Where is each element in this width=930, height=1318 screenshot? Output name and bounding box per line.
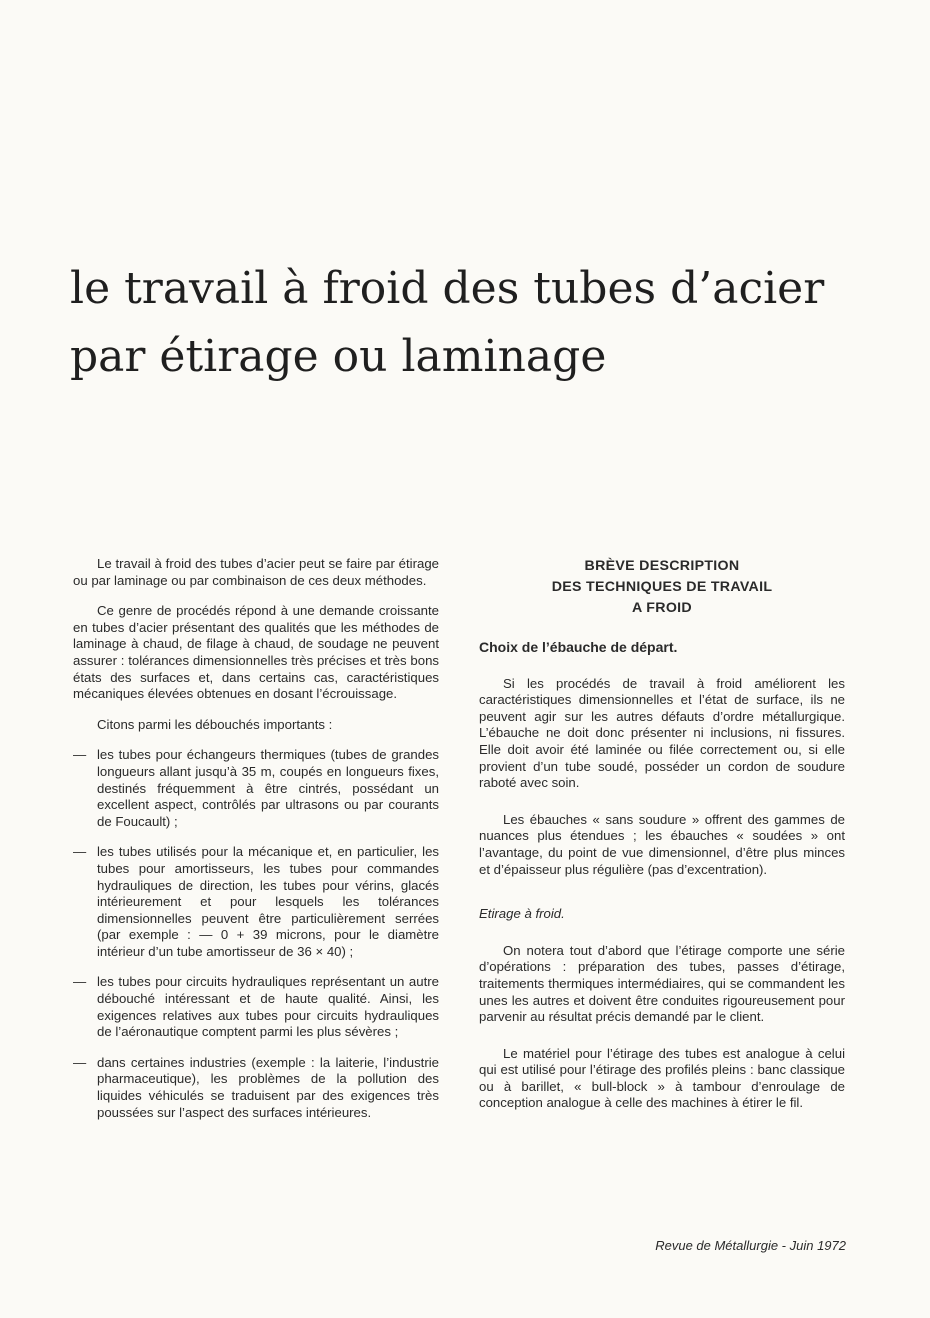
article-title <box>70 255 870 391</box>
drawing-operations-paragraph: On notera tout d’abord que l’étirage comporte une série d’opérations : préparation des tubes, passes d’étirage, traitements thermiques intermédiaires, qui se commandent les unes les autres et doivent être conduites rigoureusement pour parvenir au résultat précis demandé par le client. <box>479 942 845 1025</box>
section-heading-line-3: A FROID <box>632 600 692 616</box>
dash-bullet: — <box>73 844 87 860</box>
title-line-2: par étirage ou laminage <box>70 331 607 382</box>
dash-bullet: — <box>73 747 87 763</box>
section-heading-line-2: DES TECHNIQUES DE TRAVAIL <box>551 579 773 595</box>
list-item-text: dans certaines industries (exemple : la laiterie, l’industrie pharmaceutique), les problèmes de la pollution des liquides véhiculés se traduisent par des exigences très poussées sur l’aspect des surfaces intérieures. <box>97 1054 439 1120</box>
subsection-heading: Choix de l’ébauche de départ. <box>479 639 678 655</box>
list-item <box>73 844 439 960</box>
blank-choice-paragraph: Si les procédés de travail à froid améliorent les caractéristiques dimensionnelles et l’état de surface, ils ne peuvent agir sur les autres défauts d’ordre métallurgique. L’ébauche ne doit donc présenter ni inclusions, ni fissures. Elle doit avoir été laminée ou filée correctement ou, si elle provient d’un tube soudé, posséder un cordon de soudure raboté avec soin. <box>479 675 845 791</box>
title-line-1: le travail à froid des tubes d’acier <box>70 263 825 314</box>
process-paragraph: Ce genre de procédés répond à une demande croissante en tubes d’acier présentant des qualités que les méthodes de laminage à chaud, de filage à chaud, de soudage ne peuvent assurer : tolérances dimensionnelles très précises et très bons états des surfaces et, dans certains cas, caractéristiques mécaniques élevées obtenues en dosant l’écrouissage. <box>73 603 439 702</box>
list-item <box>73 747 439 830</box>
intro-paragraph: Le travail à froid des tubes d’acier peut se faire par étirage ou par laminage ou par combinaison de ces deux méthodes. <box>73 556 439 588</box>
list-item-text: les tubes pour échangeurs thermiques (tubes de grandes longueurs allant jusqu’à 35 m, coupés en longueurs fixes, destinés fréquemment à être cintrés, possédant un excellent aspect, contrôlés par ultrasons ou par courants de Foucault) ; <box>97 747 439 829</box>
section-heading-line-1: BRÈVE DESCRIPTION <box>584 558 740 574</box>
subsection-heading-italic: Etirage à froid. <box>479 906 565 922</box>
list-item <box>73 1055 439 1121</box>
right-column <box>479 556 845 1132</box>
outlets-intro: Citons parmi les débouchés importants : <box>97 716 333 732</box>
outlets-list <box>73 747 439 1121</box>
section-heading <box>479 556 845 619</box>
page-footer: Revue de Métallurgie - Juin 1972 <box>655 1238 846 1253</box>
list-item <box>73 974 439 1040</box>
dash-bullet: — <box>73 974 87 990</box>
dash-bullet: — <box>73 1054 87 1070</box>
list-item-text: les tubes pour circuits hydrauliques représentant un autre débouché intéressant et de haute qualité. Ainsi, les exigences relatives aux tubes pour circuits hydrauliques de l’aéronautique comptent parmi les plus sévères ; <box>97 974 439 1040</box>
drawing-equipment-paragraph: Le matériel pour l’étirage des tubes est analogue à celui qui est utilisé pour l’étirage des profilés pleins : banc classique ou à barillet, « bull-block » à tambour d’enroulage de conception analogue à celle des machines à étirer le fil. <box>479 1045 845 1111</box>
blank-types-paragraph: Les ébauches « sans soudure » offrent des gammes de nuances plus étendues ; les ébauches « soudées » ont l’avantage, du point de vue dimensionnel, d’être plus minces et d’épaisseur plus régulière (pas d’excentration). <box>479 811 845 877</box>
left-column <box>73 556 439 1135</box>
list-item-text: les tubes utilisés pour la mécanique et, en particulier, les tubes pour amortisseurs, les tubes pour commandes hydrauliques de direction, les tubes pour vérins, glacés intérieurement et pour lesquels les tolérances dimensionnelles peuvent être particulièrement serrées (par exemple : — 0 + 39 microns, pour le diamètre intérieur d’un tube amortisseur de 36 × 40) ; <box>97 844 439 959</box>
